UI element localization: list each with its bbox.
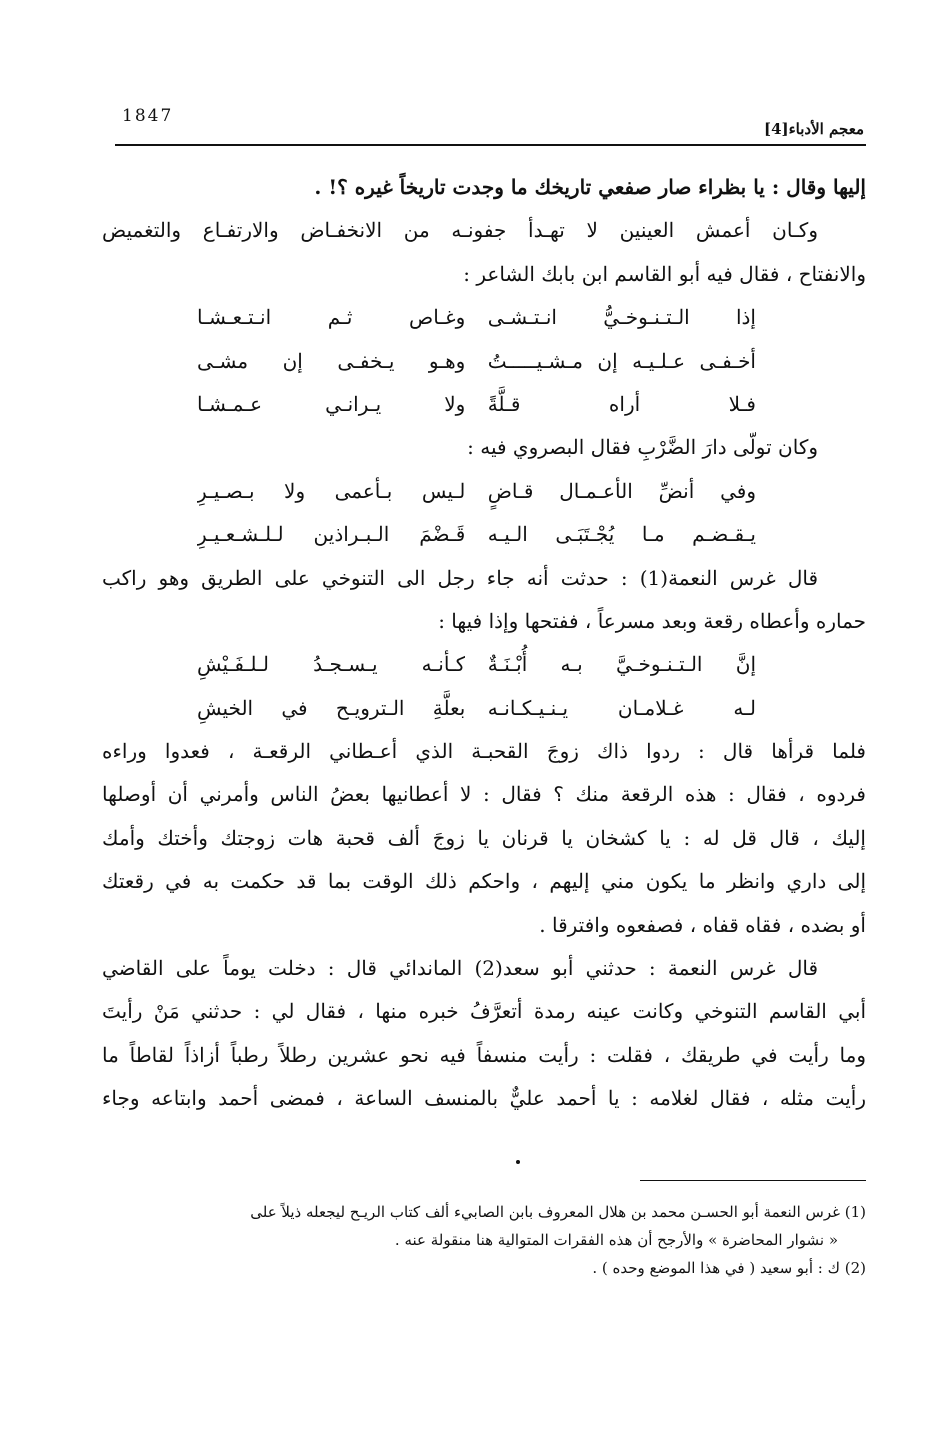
verse-second-hemistich: وهـو يـخفـى إن مشـى <box>197 348 466 373</box>
verse-first-hemistich: وفي أنضِّ الأعـمـال قـاضٍ <box>487 478 756 503</box>
verse-line <box>102 513 866 556</box>
verse-second-hemistich: ولا يـرانـي عـمـشـا <box>197 391 466 416</box>
verse-first-hemistich: لـه غـلامـان يـنـيـكـانـه <box>487 695 756 720</box>
text-line: وكان تولّى دارَ الضَّرْبِ فقال البصروي فيه : <box>467 435 818 460</box>
verse-line <box>102 340 866 383</box>
footnote-line: (1) غرس النعمة أبو الحسـن محمد بن هلال المعروف بابن الصابيء ألف كتاب الريـح ليجعله ذيلاً على <box>250 1203 866 1221</box>
text-line: أبي القاسم التنوخي وكانت عينه رمدة أتعرَّفُ خبره منها ، فقال لي : حدثني مَنْ رأيتَ <box>102 999 866 1024</box>
verse-line <box>102 687 866 730</box>
verse-second-hemistich: وغـاص ثـم انـتـعـشـا <box>197 305 466 330</box>
running-head: معجم الأدباء[4] <box>763 120 864 138</box>
verse-second-hemistich: بعلَّةِ الـترويـح في الخيشِ <box>197 695 466 720</box>
text-line: إلى داري وانظر ما يكون مني إليهم ، واحكم ذلك الوقت بما قد حكمت به في رقعتك <box>102 869 866 894</box>
text-line: حماره وأعطاه رقعة وبعد مسرعاً ، ففتحها وإذا فيها : <box>438 608 866 633</box>
verse-first-hemistich: إذا الـتـنـوخـيُّ انـتـشـى <box>487 305 756 330</box>
text-line: قال غرس النعمة(1) : حدثت أنه جاء رجل الى التنوخي على الطريق وهو راكب <box>102 565 819 590</box>
text-line: إليها وقال : يا بظراء صار صفعي تاريخك ما وجدت تاريخاً غيره ؟! . <box>314 175 866 199</box>
verse-second-hemistich: قَـضْمَ الـبـراذين لـلـشـعـيـرِ <box>197 522 466 547</box>
verse-first-hemistich: إنَّ الـتـنـوخـيَّ بـه أُبْـنَـةٌ <box>487 652 756 677</box>
text-line: وما رأيت في طريقك ، فقلت : رأيت منسفاً فيه نحو عشرين رطلاً رطباً أزاذاً لقاطاً ما <box>102 1042 866 1067</box>
text-line: والانفتاح ، فقال فيه أبو القاسم ابن بابك الشاعر : <box>463 261 866 286</box>
footnotes <box>104 1198 866 1282</box>
verse-line <box>102 296 866 339</box>
verse-second-hemistich: كـأنـه يـسـجـدُ لـلـفَـيْشِ <box>197 652 466 677</box>
verse-line <box>102 383 866 426</box>
verse-first-hemistich: يـقـضـم مـا يُجْـتَبَـى الـيـه <box>487 522 756 547</box>
text-line: قال غرس النعمة : حدثني أبو سعد(2) الماندائي قال : دخلت يوماً على القاضي <box>102 956 818 981</box>
footnote-line: (2) ك : أبو سعيد ( في هذا الموضع وحده ) . <box>592 1259 866 1277</box>
verse-first-hemistich: فـلا أراه قـلَّةً <box>487 391 756 416</box>
page-header <box>110 106 864 146</box>
text-line: وكـان أعمش العينين لا تهـدأ جفونـه من الانخفـاض والارتفـاع والتغميض <box>102 218 818 243</box>
page-number: 1847 <box>122 106 174 126</box>
text-line: فلما قرأها قال : ردوا ذاك زوجَ القحبـة الذي أعـطاني الرقعـة ، فعدوا وراءه <box>102 739 866 764</box>
header-rule <box>115 144 866 146</box>
footnote-line: « نشوار المحاضرة » والأرجح أن هذه الفقرات المتوالية هنا منقولة عنه . <box>394 1231 838 1249</box>
body-text <box>102 166 866 1121</box>
text-line: فردوه ، فقال : هذه الرقعة منك ؟ فقال : لا أعطانيها بعضُ الناس وأمرني أن أوصلها <box>102 782 866 807</box>
verse-second-hemistich: لـيس بـأعمى ولا بـصـيـرِ <box>197 478 466 503</box>
verse-first-hemistich: أخـفـى عـلـيـه إن مـشـيـــــتُ <box>487 348 756 373</box>
footnote-rule <box>640 1180 866 1181</box>
text-line: أو بضده ، فقاه قفاه ، فصفعوه وافترقا . <box>539 912 866 937</box>
text-line: رأيت مثله ، فقال لغلامه : يا أحمد عليٌّ بالمنسف الساعة ، فمضى أحمد وابتاعه وجاء <box>102 1086 866 1111</box>
verse-line <box>102 643 866 686</box>
verse-line <box>102 470 866 513</box>
ink-dot <box>516 1160 520 1164</box>
text-line: إليك ، قال قل له : يا كشخان يا قرنان يا زوجَ ألف قحبة هات زوجتك وأختك وأمك <box>102 825 866 850</box>
